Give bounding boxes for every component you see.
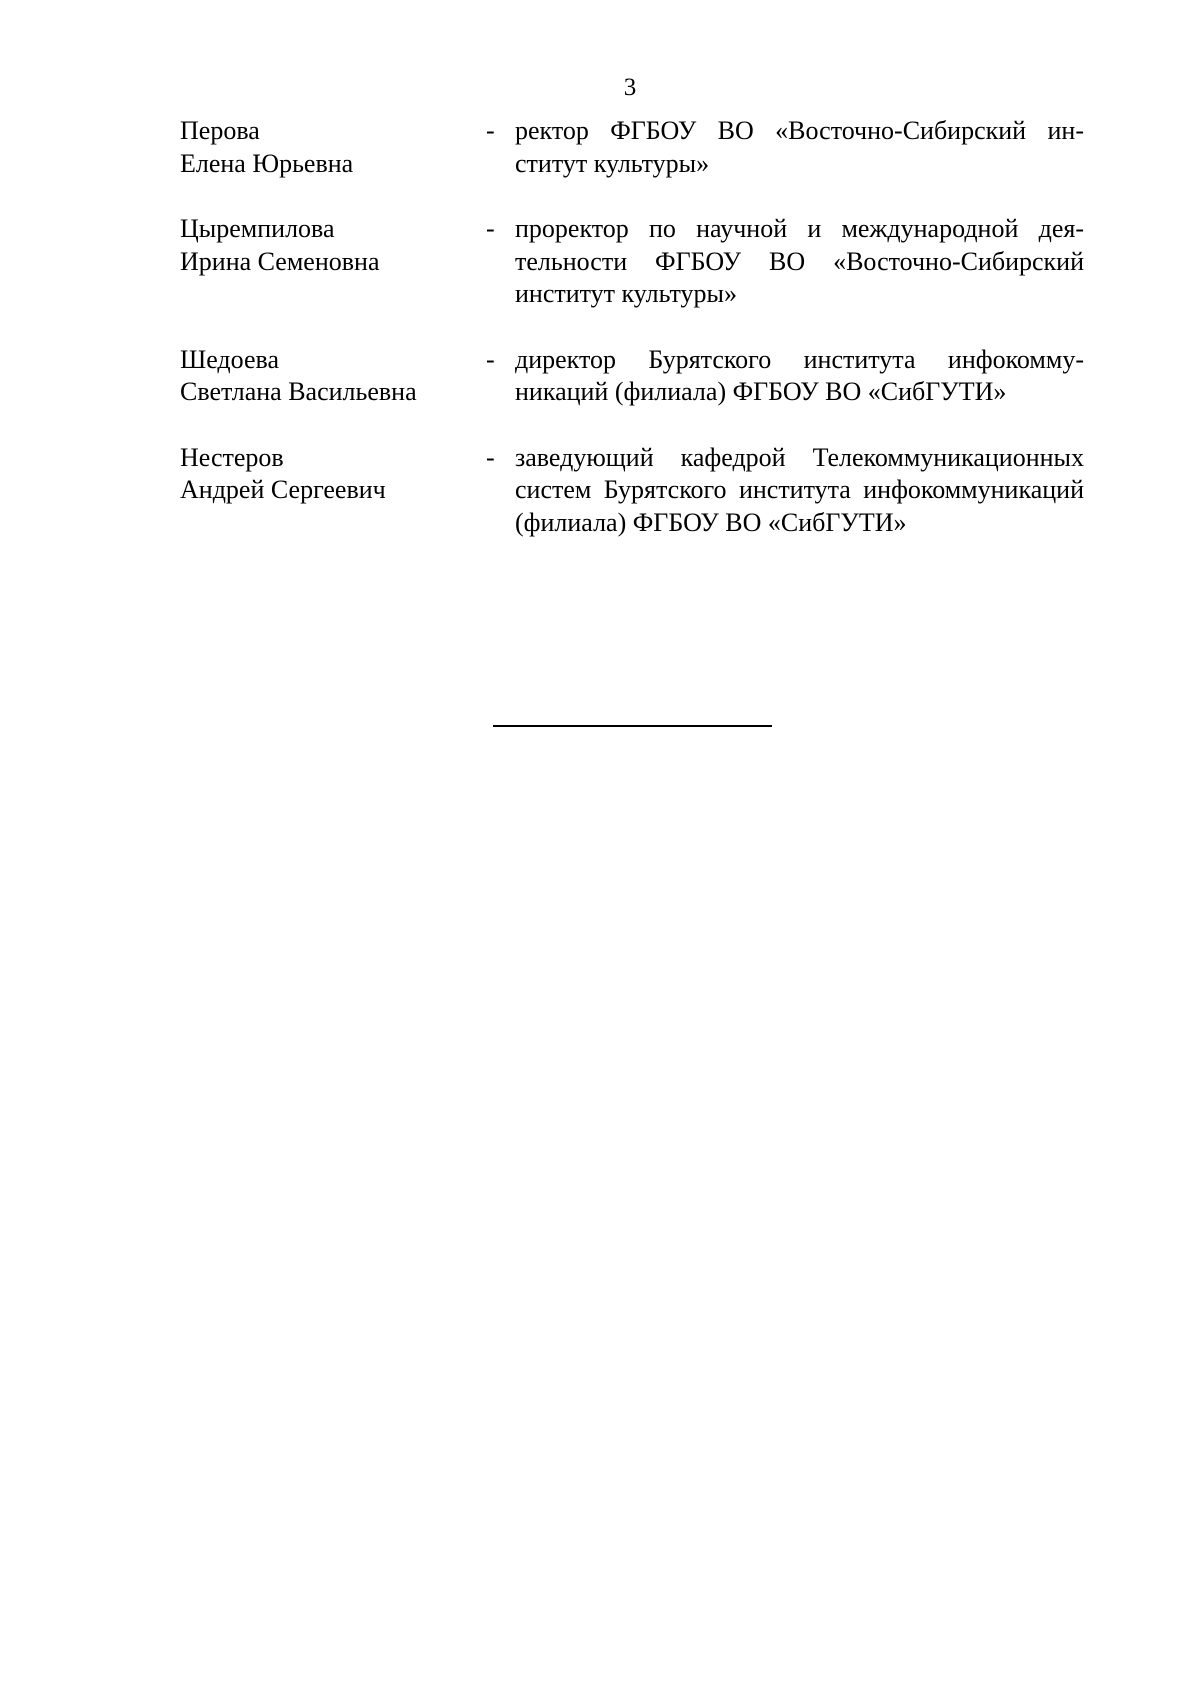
member-surname: Нестеров: [180, 442, 284, 472]
member-dash: -: [486, 214, 495, 243]
member-given-names: Светлана Васильевна: [180, 377, 417, 406]
member-given-names: Елена Юрьевна: [180, 148, 354, 178]
member-dash: -: [486, 442, 495, 472]
member-entry: [180, 344, 1084, 409]
member-name: [180, 213, 483, 278]
member-given-names: Ирина Семеновна: [180, 246, 380, 276]
member-given-names: Андрей Сергеевич: [180, 475, 386, 504]
member-surname: Перова: [180, 116, 260, 145]
member-role: проректор по научной и международной деятельности ФГБОУ ВО «Восточно-Сибирский институт культуры»: [515, 214, 1084, 308]
member-list: [180, 115, 1084, 572]
member-name: [180, 115, 483, 180]
member-dash: -: [486, 116, 495, 145]
member-entry: [180, 213, 1084, 311]
member-surname: Цыремпилова: [180, 214, 335, 243]
member-name: [180, 442, 483, 507]
member-dash: -: [486, 344, 495, 374]
end-separator-line: [493, 725, 772, 727]
member-entry: [180, 115, 1084, 180]
member-role: ректор ФГБОУ ВО «Восточно-Сибирский институт культуры»: [515, 116, 1084, 178]
member-name: [180, 344, 483, 409]
page-number: 3: [623, 74, 637, 101]
member-role: заведующий кафедрой Телекоммуникационных систем Бурятского института инфокоммуникаций (филиала) ФГБОУ ВО «СибГУТИ»: [515, 442, 1084, 537]
member-role: директор Бурятского института инфокоммуникаций (филиала) ФГБОУ ВО «СибГУТИ»: [515, 344, 1084, 406]
member-surname: Шедоева: [180, 344, 279, 374]
member-entry: [180, 442, 1084, 540]
